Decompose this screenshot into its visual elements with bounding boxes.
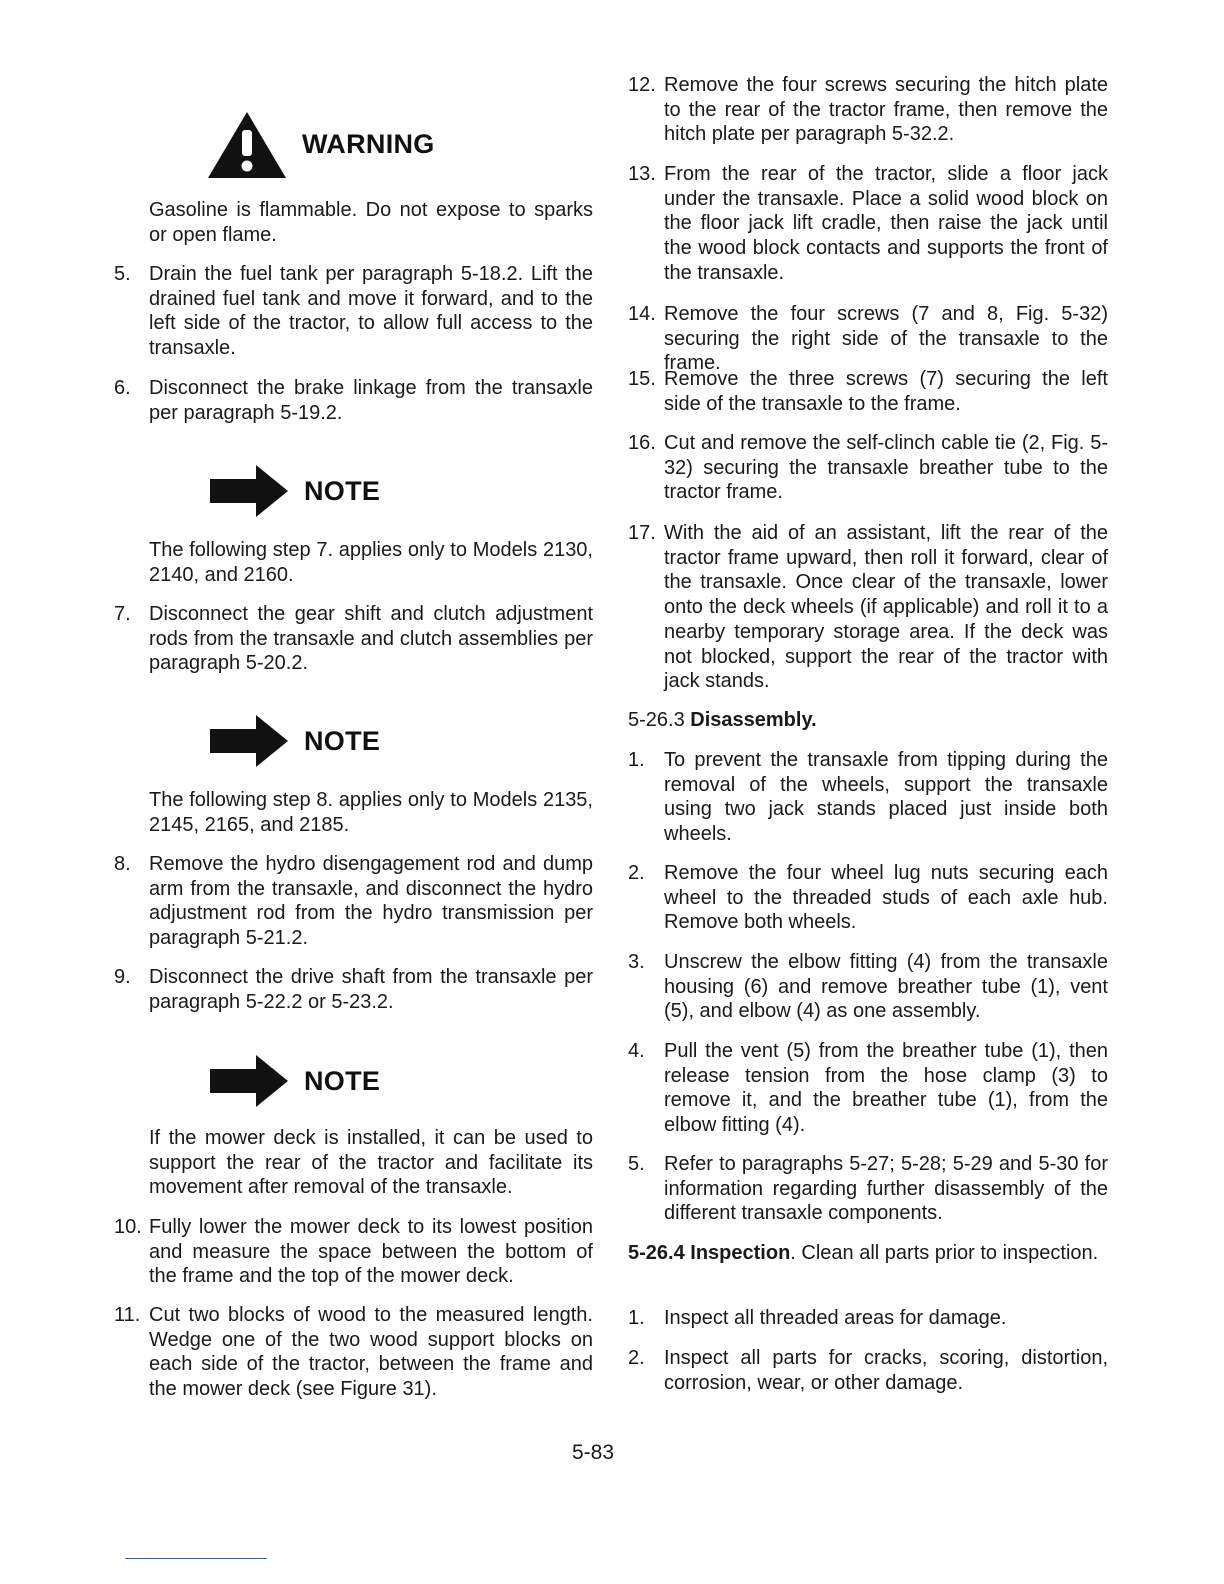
step-number: 8. <box>114 853 131 875</box>
section-number: 5-26.4 <box>628 1242 685 1264</box>
step-number: 6. <box>114 377 131 399</box>
note-callout-1 <box>208 463 380 519</box>
inspection-step <box>628 1346 1108 1398</box>
step-text: Inspect all threaded areas for damage. <box>664 1307 1007 1329</box>
step-number: 9. <box>114 966 131 988</box>
step-number: 7. <box>114 603 131 625</box>
step-text: Remove the four wheel lug nuts securing each wheel to the threaded studs of each axle hub. Remove both wheels. <box>664 862 1108 934</box>
step-number: 2. <box>628 1347 645 1369</box>
section-number: 5-26.3 <box>628 709 685 731</box>
section-title: Disassembly. <box>690 709 817 731</box>
section-intro: . Clean all parts prior to inspection. <box>790 1242 1099 1264</box>
note-text-3: If the mower deck is installed, it can be used to support the rear of the tractor and facilitate its movement after removal of the transaxle. <box>149 1127 593 1199</box>
step-8 <box>114 852 594 952</box>
step-6 <box>114 376 594 428</box>
warning-triangle-icon <box>206 108 288 180</box>
step-number: 10. <box>114 1216 142 1238</box>
step-text: Drain the fuel tank per paragraph 5-18.2. Lift the drained fuel tank and move it forward, and to the left side of the tractor, to allow full access to the transaxle. <box>149 263 593 360</box>
disassembly-step <box>628 950 1108 1026</box>
step-number: 4. <box>628 1040 645 1062</box>
note-text-2: The following step 8. applies only to Models 2135, 2145, 2165, and 2185. <box>149 789 593 836</box>
note-title: NOTE <box>304 1065 381 1096</box>
warning-title: WARNING <box>302 128 435 159</box>
step-text: Disconnect the brake linkage from the transaxle per paragraph 5-19.2. <box>149 377 593 424</box>
disassembly-step <box>628 1152 1108 1228</box>
section-title: Inspection <box>690 1242 791 1264</box>
step-number: 3. <box>628 951 645 973</box>
step-number: 15. <box>628 368 656 390</box>
footer-rule <box>125 1558 267 1559</box>
step-text: Remove the four screws (7 and 8, Fig. 5-32) securing the right side of the transaxle to the frame. <box>664 303 1108 375</box>
step-text: Remove the hydro disengagement rod and dump arm from the transaxle, and disconnect the hydro adjustment rod from the hydro transmission per paragraph 5-21.2. <box>149 853 593 950</box>
inspection-step <box>628 1306 1108 1334</box>
step-number: 12. <box>628 74 656 96</box>
step-text: Remove the four screws securing the hitch plate to the rear of the tractor frame, then remove the hitch plate per paragraph 5-32.2. <box>664 74 1108 146</box>
note-callout-2 <box>208 713 380 769</box>
step-text: Unscrew the elbow fitting (4) from the transaxle housing (6) and remove breather tube (1), vent (5), and elbow (4) as one assembly. <box>664 951 1108 1023</box>
warning-text: Gasoline is flammable. Do not expose to sparks or open flame. <box>149 199 593 246</box>
step-number: 16. <box>628 432 656 454</box>
step-number: 1. <box>628 1307 645 1329</box>
step-number: 13. <box>628 163 656 185</box>
step-14 <box>628 302 1108 375</box>
step-text: Disconnect the drive shaft from the transaxle per paragraph 5-22.2 or 5-23.2. <box>149 966 593 1013</box>
step-text: Cut two blocks of wood to the measured length. Wedge one of the two wood support blocks on each side of the tractor, between the frame and the mower deck (see Figure 31). <box>149 1304 593 1401</box>
step-15 <box>628 367 1108 419</box>
step-17 <box>628 521 1108 693</box>
section-heading-inspection <box>628 1241 1108 1266</box>
note-callout-3 <box>208 1053 380 1109</box>
step-16 <box>628 431 1108 507</box>
note-title: NOTE <box>304 475 381 506</box>
disassembly-step <box>628 1039 1108 1139</box>
step-number: 2. <box>628 862 645 884</box>
step-text: Remove the three screws (7) securing the left side of the transaxle to the frame. <box>664 368 1108 415</box>
disassembly-step <box>628 748 1108 848</box>
warning-callout <box>206 108 435 180</box>
step-text: From the rear of the tractor, slide a floor jack under the transaxle. Place a solid wood block on the floor jack lift cradle, then raise the jack until the wood block contacts and supports the front of the transaxle. <box>664 163 1108 284</box>
step-9 <box>114 965 594 1017</box>
step-7 <box>114 602 594 678</box>
step-12 <box>628 73 1108 149</box>
step-10 <box>114 1215 594 1291</box>
step-number: 14. <box>628 303 656 325</box>
step-text: Refer to paragraphs 5-27; 5-28; 5-29 and 5-30 for information regarding further disassembly of the different transaxle components. <box>664 1153 1108 1225</box>
step-11 <box>114 1303 594 1403</box>
arrow-right-icon <box>208 713 290 769</box>
step-text: Inspect all parts for cracks, scoring, distortion, corrosion, wear, or other damage. <box>664 1347 1108 1394</box>
page-number: 5-83 <box>572 1441 615 1464</box>
section-heading-disassembly <box>628 708 817 733</box>
arrow-right-icon <box>208 1053 290 1109</box>
step-number: 11. <box>114 1304 141 1326</box>
arrow-right-icon <box>208 463 290 519</box>
step-number: 5. <box>114 263 131 285</box>
step-text: Disconnect the gear shift and clutch adjustment rods from the transaxle and clutch assemblies per paragraph 5-20.2. <box>149 603 593 675</box>
step-13 <box>628 162 1108 286</box>
note-title: NOTE <box>304 725 381 756</box>
step-text: Fully lower the mower deck to its lowest position and measure the space between the bottom of the frame and the top of the mower deck. <box>149 1216 593 1288</box>
step-number: 5. <box>628 1153 645 1175</box>
step-text: To prevent the transaxle from tipping during the removal of the wheels, support the transaxle using two jack stands placed just inside both wheels. <box>664 749 1108 846</box>
step-text: Cut and remove the self-clinch cable tie (2, Fig. 5-32) securing the transaxle breather tube to the tractor frame. <box>664 432 1108 504</box>
note-text-1: The following step 7. applies only to Models 2130, 2140, and 2160. <box>149 539 593 586</box>
step-number: 17. <box>628 522 656 544</box>
step-text: Pull the vent (5) from the breather tube (1), then release tension from the hose clamp (3) to remove it, and the breather tube (1), from the elbow fitting (4). <box>664 1040 1108 1137</box>
step-text: With the aid of an assistant, lift the rear of the tractor frame upward, then roll it forward, clear of the transaxle. Once clear of the transaxle, lower onto the deck wheels (if applicable) and roll it to a nearby temporary storage area. If the deck was not blocked, support the rear of the tractor with jack stands. <box>664 522 1108 693</box>
disassembly-step <box>628 861 1108 937</box>
step-number: 1. <box>628 749 645 771</box>
step-5 <box>114 262 594 362</box>
